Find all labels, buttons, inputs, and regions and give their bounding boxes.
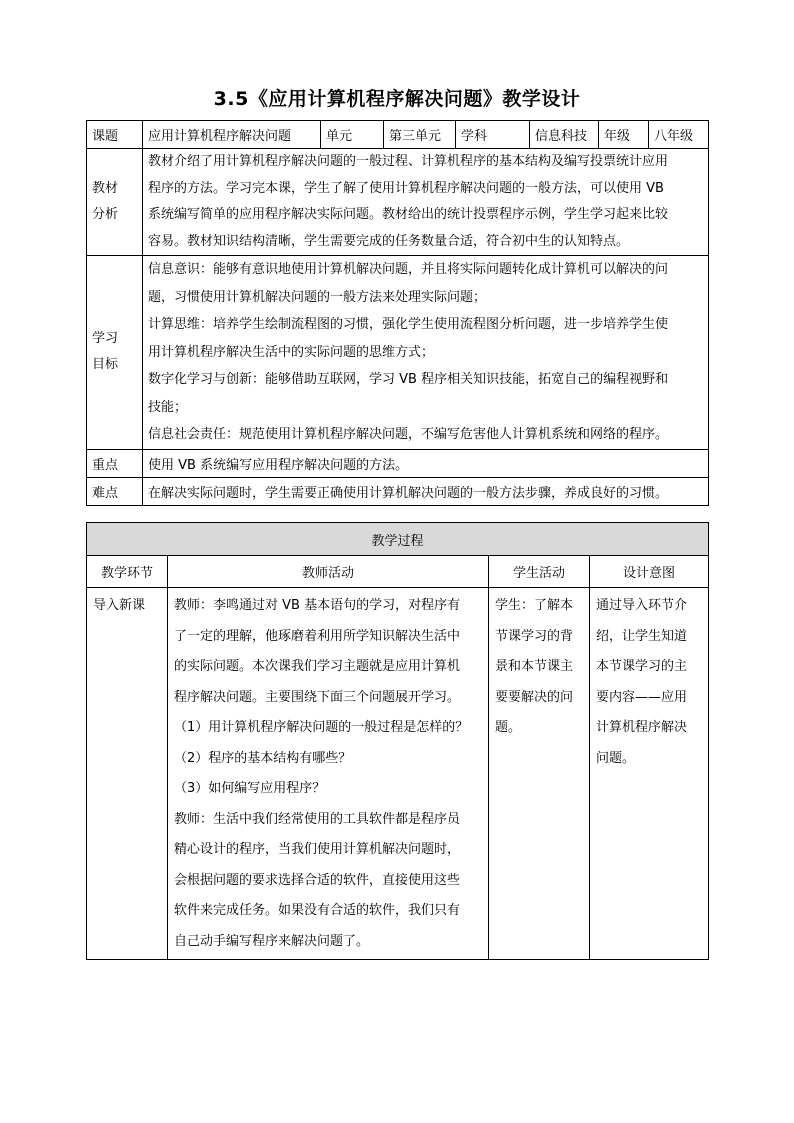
teacher-line: 软件来完成任务。如果没有合适的软件，我们只有	[174, 903, 461, 918]
student-line: 节课学习的背	[495, 628, 574, 644]
process-heading-row	[87, 523, 709, 556]
intent-line: 绍，让学生知道	[596, 628, 688, 644]
student-activity-cell	[489, 588, 590, 960]
analysis-line: 系统编写简单的应用程序解决实际问题。教材给出的统计投票程序示例，学生学习起来比较	[148, 207, 669, 222]
analysis-row	[87, 149, 709, 256]
analysis-label-line: 分析	[92, 207, 119, 222]
goal-line: 信息意识：能够有意识地使用计算机解决问题，并且将实际问题转化成计算机可以解决的问	[148, 262, 669, 277]
difficulty-row	[87, 477, 709, 505]
teaching-process-table	[86, 522, 709, 960]
column-header: 学生活动	[489, 556, 590, 588]
student-line: 要要解决的问	[495, 689, 574, 705]
analysis-label-line: 教材	[92, 181, 119, 196]
intent-line: 本节课学习的主	[596, 659, 688, 674]
label-subject: 学科	[456, 121, 530, 149]
goal-line: 题，习惯使用计算机解决问题的一般方法来处理实际问题；	[148, 289, 487, 305]
teacher-line: 了一定的理解，他琢磨着利用所学知识解决生活中	[174, 628, 461, 644]
goals-row	[87, 256, 709, 450]
process-header-row	[87, 556, 709, 588]
process-heading: 教学过程	[87, 523, 709, 556]
process-row	[87, 588, 709, 960]
column-header: 教学环节	[87, 556, 168, 588]
student-line: 题。	[495, 720, 522, 735]
goals-label-line: 目标	[92, 357, 119, 373]
key-point-text: 使用 VB 系统编写应用程序解决问题的方法。	[143, 449, 709, 477]
teacher-line: 自己动手编写程序来解决问题了。	[174, 933, 370, 949]
value-topic: 应用计算机程序解决问题	[143, 121, 321, 149]
student-line: 学生：了解本	[495, 598, 574, 613]
teacher-line: 的实际问题。本次课我们学习主题就是应用计算机	[174, 659, 461, 674]
difficulty-text: 在解决实际问题时，学生需要正确使用计算机解决问题的一般方法步骤，养成良好的习惯。	[143, 477, 709, 505]
teacher-line: （3）如何编写应用程序？	[174, 781, 326, 796]
column-header: 设计意图	[590, 556, 709, 588]
stage-cell: 导入新课	[87, 588, 168, 960]
intent-line: 计算机程序解决	[596, 720, 688, 735]
goal-line: 信息社会责任：规范使用计算机程序解决问题，不编写危害他人计算机系统和网络的程序。	[148, 427, 669, 442]
goals-label-line: 学习	[92, 331, 119, 347]
value-subject: 信息科技	[530, 121, 599, 149]
value-grade: 八年级	[649, 121, 709, 149]
intent-line: 通过导入环节介	[596, 598, 688, 613]
label-topic: 课题	[87, 121, 143, 149]
header-row	[87, 121, 709, 149]
intent-line: 要内容——应用	[596, 689, 688, 705]
difficulty-label: 难点	[87, 477, 143, 505]
label-grade: 年级	[599, 121, 649, 149]
teacher-line: 会根据问题的要求选择合适的软件，直接使用这些	[174, 872, 461, 888]
design-intent-cell	[590, 588, 709, 960]
student-line: 景和本节课主	[495, 659, 574, 674]
lesson-info-table	[86, 120, 709, 506]
teacher-line: 教师：李鸣通过对 VB 基本语句的学习，对程序有	[174, 598, 461, 613]
analysis-line: 容易。教材知识结构清晰，学生需要完成的任务数量合适，符合初中生的认知特点。	[148, 233, 630, 249]
label-unit: 单元	[321, 121, 384, 149]
teacher-line: 程序解决问题。主要围绕下面三个问题展开学习。	[174, 689, 461, 705]
goals-label	[87, 256, 143, 450]
teacher-line: 教师：生活中我们经常使用的工具软件都是程序员	[174, 811, 461, 827]
goals-text	[143, 256, 709, 450]
document-title: 3.5《应用计算机程序解决问题》教学设计	[213, 88, 581, 110]
key-point-row	[87, 449, 709, 477]
goal-line: 技能；	[148, 399, 188, 415]
teacher-line: （2）程序的基本结构有哪些？	[174, 750, 352, 766]
column-header: 教师活动	[168, 556, 489, 588]
teacher-line: （1）用计算机程序解决问题的一般过程是怎样的？	[174, 720, 469, 735]
value-unit: 第三单元	[384, 121, 456, 149]
analysis-label	[87, 149, 143, 256]
teacher-activity-cell	[168, 588, 489, 960]
goal-line: 计算思维：培养学生绘制流程图的习惯，强化学生使用流程图分析问题，进一步培养学生使	[148, 317, 669, 332]
key-point-label: 重点	[87, 449, 143, 477]
teacher-line: 精心设计的程序，当我们使用计算机解决问题时，	[174, 842, 461, 857]
goal-line: 数字化学习与创新：能够借助互联网，学习 VB 程序相关知识技能，拓宽自己的编程视野和	[148, 372, 669, 387]
analysis-text	[143, 149, 709, 256]
analysis-line: 程序的方法。学习完本课，学生了解了使用计算机程序解决问题的一般方法，可以使用 VB	[148, 180, 664, 196]
intent-line: 问题。	[596, 750, 636, 766]
goal-line: 用计算机程序解决生活中的实际问题的思维方式；	[148, 344, 435, 360]
analysis-line: 教材介绍了用计算机程序解决问题的一般过程、计算机程序的基本结构及编写投票统计应用	[148, 154, 669, 169]
